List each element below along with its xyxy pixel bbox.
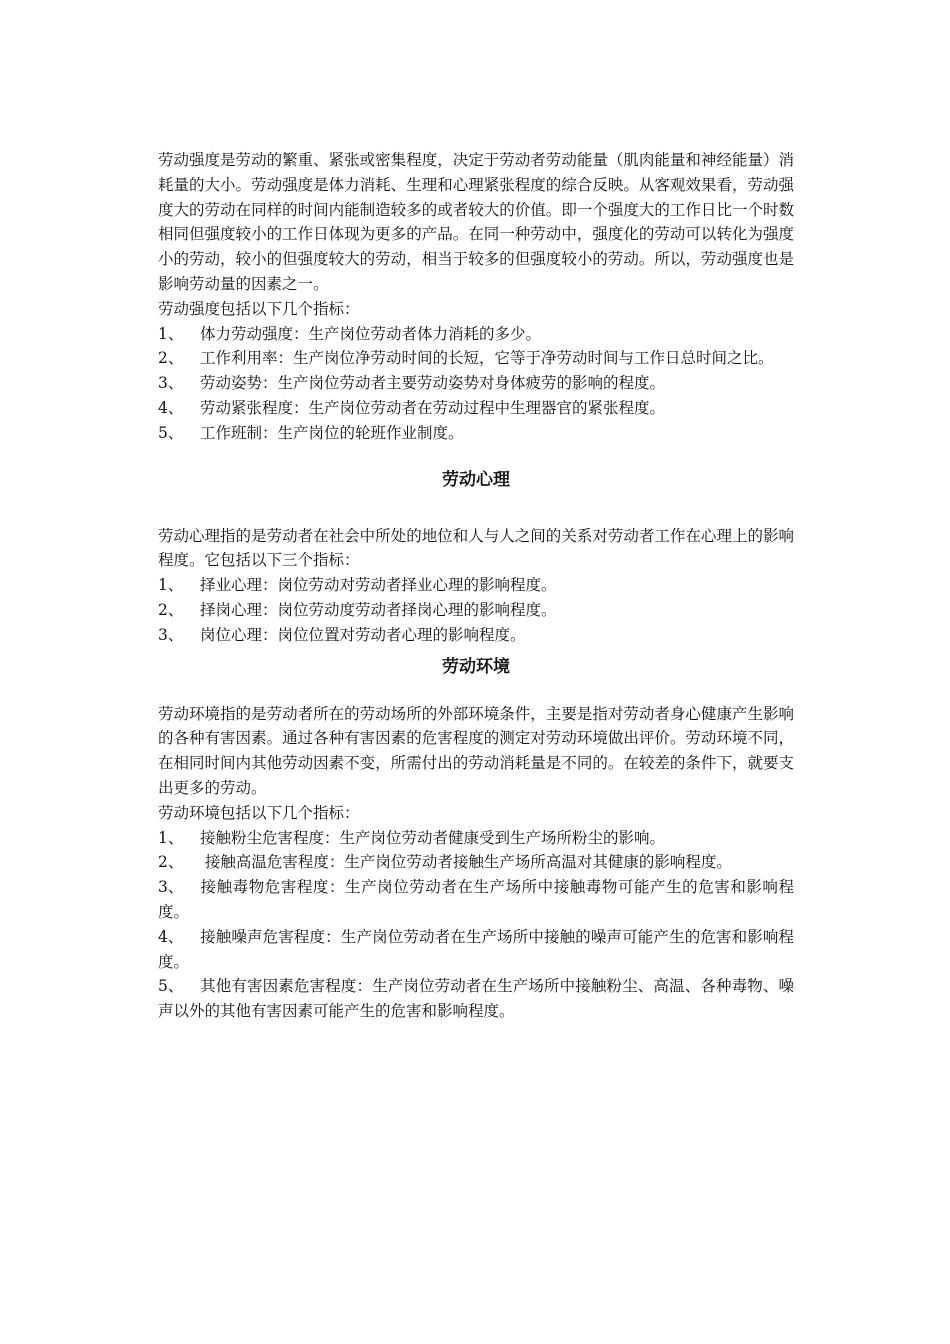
intensity-list-item bbox=[158, 421, 794, 446]
list-number: 4、 bbox=[158, 398, 184, 417]
list-text: 劳动紧张程度：生产岗位劳动者在劳动过程中生理器官的紧张程度。 bbox=[200, 398, 666, 417]
list-text: 劳动姿势：生产岗位劳动者主要劳动姿势对身体疲劳的影响的程度。 bbox=[200, 374, 666, 393]
psychology-list-item bbox=[158, 573, 794, 598]
list-number: 1、 bbox=[158, 828, 184, 847]
environment-list-item bbox=[158, 875, 794, 925]
environment-list-item bbox=[158, 974, 794, 1024]
intensity-list-intro: 劳动强度包括以下几个指标： bbox=[158, 299, 360, 318]
list-text: 择业心理：岗位劳动对劳动者择业心理的影响程度。 bbox=[200, 576, 557, 595]
psychology-list-item bbox=[158, 598, 794, 623]
list-text: 其他有害因素危害程度：生产岗位劳动者在生产场所中接触粉尘、高温、各种毒物、噪声以外的其他有害因素可能产生的危害和影响程度。 bbox=[158, 977, 794, 1021]
psychology-list-item bbox=[158, 623, 794, 648]
environment-list-item bbox=[158, 826, 794, 851]
list-number: 5、 bbox=[158, 423, 184, 442]
intensity-list-item bbox=[158, 346, 794, 371]
section-heading-psychology: 劳动心理 bbox=[442, 469, 510, 490]
list-text: 接触噪声危害程度：生产岗位劳动者在生产场所中接触的噪声可能产生的危害和影响程度。 bbox=[158, 927, 794, 971]
list-text: 体力劳动强度：生产岗位劳动者体力消耗的多少。 bbox=[200, 324, 542, 343]
list-number: 4、 bbox=[158, 927, 184, 946]
list-number: 3、 bbox=[158, 878, 184, 897]
environment-list-intro: 劳动环境包括以下几个指标： bbox=[158, 803, 360, 822]
list-text: 接触高温危害程度：生产岗位劳动者接触生产场所高温对其健康的影响程度。 bbox=[200, 853, 732, 872]
list-text: 接触粉尘危害程度：生产岗位劳动者健康受到生产场所粉尘的影响。 bbox=[200, 828, 666, 847]
list-number: 2、 bbox=[158, 600, 184, 619]
list-number: 1、 bbox=[158, 324, 184, 343]
section-heading-environment: 劳动环境 bbox=[442, 656, 510, 677]
intensity-list-item bbox=[158, 371, 794, 396]
list-number: 5、 bbox=[158, 977, 184, 996]
environment-intro-paragraph: 劳动环境指的是劳动者所在的劳动场所的外部环境条件，主要是指对劳动者身心健康产生影响的各种有害因素。通过各种有害因素的危害程度的测定对劳动环境做出评价。劳动环境不同，在相同时间内其他劳动因素不变，所需付出的劳动消耗量是不同的。在较差的条件下，就要支出更多的劳动。 bbox=[158, 704, 794, 797]
list-number: 1、 bbox=[158, 576, 184, 595]
list-text: 工作班制：生产岗位的轮班作业制度。 bbox=[200, 423, 464, 442]
psychology-intro-paragraph: 劳动心理指的是劳动者在社会中所处的地位和人与人之间的关系对劳动者工作在心理上的影响程度。它包括以下三个指标： bbox=[158, 526, 794, 570]
list-number: 3、 bbox=[158, 374, 184, 393]
intensity-list-item bbox=[158, 322, 794, 347]
list-number: 3、 bbox=[158, 625, 184, 644]
list-number: 2、 bbox=[158, 349, 184, 368]
document-page bbox=[158, 148, 794, 1024]
environment-list-item bbox=[158, 925, 794, 975]
intensity-intro-paragraph: 劳动强度是劳动的繁重、紧张或密集程度，决定于劳动者劳动能量（肌肉能量和神经能量）消耗量的大小。劳动强度是体力消耗、生理和心理紧张程度的综合反映。从客观效果看，劳动强度大的劳动在同样的时间内能制造较多的或者较大的价值。即一个强度大的工作日比一个时数相同但强度较小的工作日体现为更多的产品。在同一种劳动中，强度化的劳动可以转化为强度小的劳动，较小的但强度较大的劳动，相当于较多的但强度较小的劳动。所以，劳动强度也是影响劳动量的因素之一。 bbox=[158, 151, 794, 293]
list-text: 接触毒物危害程度：生产岗位劳动者在生产场所中接触毒物可能产生的危害和影响程度。 bbox=[158, 878, 794, 921]
list-text: 岗位心理：岗位位置对劳动者心理的影响程度。 bbox=[200, 625, 526, 644]
list-number: 2、 bbox=[158, 853, 184, 872]
intensity-list-item bbox=[158, 396, 794, 421]
environment-list-item bbox=[158, 850, 794, 875]
list-text: 工作利用率：生产岗位净劳动时间的长短，它等于净劳动时间与工作日总时间之比。 bbox=[200, 349, 774, 368]
list-text: 择岗心理：岗位劳动度劳动者择岗心理的影响程度。 bbox=[200, 600, 557, 619]
